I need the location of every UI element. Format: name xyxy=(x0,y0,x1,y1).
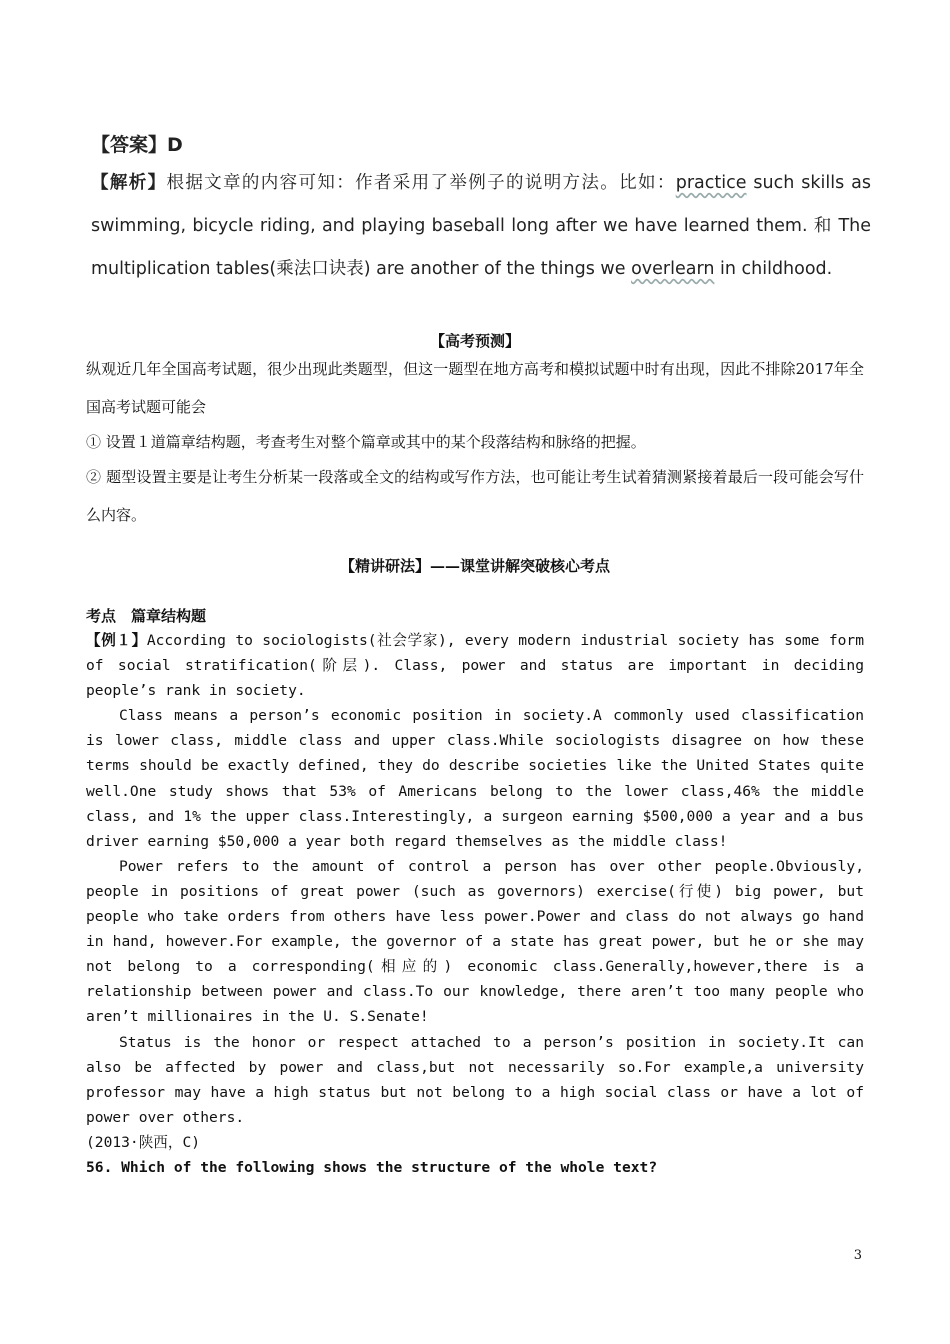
example-passage xyxy=(86,628,864,1180)
analysis-squiggle-word-2: overlearn xyxy=(631,259,715,279)
forecast-point-1: ① 设置１道篇章结构题，考查考生对整个篇章或其中的某个段落结构和脉络的把握。 xyxy=(86,433,646,451)
example-question: 56. Which of the following shows the structure of the whole text? xyxy=(86,1158,658,1176)
forecast-point-2: ② 题型设置主要是让考生分析某一段落或全文的结构或写作方法，也可能让考生试着猜测紧接着最后一段可能会写什么内容。 xyxy=(86,468,864,524)
example-paragraph-4: Status is the honor or respect attached to a person’s position in society.It can also be affected by power and class,but not necessarily so.For example,a university professor may have a high status but not belong to a high social class or have a lot of power over others. xyxy=(86,1033,864,1126)
analysis-text-after: in childhood. xyxy=(714,259,833,279)
analysis-text-before: 根据文章的内容可知：作者采用了举例子的说明方法。比如： xyxy=(166,173,676,193)
example-label: 【例１】 xyxy=(86,632,147,649)
example-source: (2013·陕西，C) xyxy=(86,1133,201,1151)
analysis-label: 【解析】 xyxy=(91,173,167,193)
example-p1-text: According to sociologists(社会学家), every modern industrial society has some form of social stratification(阶层). Class, power and status are important in deciding people’s rank in society. xyxy=(86,632,864,700)
forecast-heading: 【高考预测】 xyxy=(429,332,520,350)
page-number: 3 xyxy=(853,1248,862,1263)
example-paragraph-2: Class means a person’s economic position in society.A commonly used classification is lower class, middle class and upper class.While sociologists disagree on how these terms should be exactly defined, they do describe societies like the United States quite well.One study shows that 53% of Americans belong to the lower class,46% the middle class, and 1% the upper class.Interestingly, a surgeon earning $500,000 a year and a bus driver earning $50,000 a year both regard themselves as the middle class! xyxy=(86,707,864,850)
analysis-squiggle-word: practice xyxy=(675,173,747,193)
forecast-intro: 纵观近几年全国高考试题，很少出现此类题型，但这一题型在地方高考和模拟试题中时有出现，因此不排除2017年全国高考试题可能会 xyxy=(86,360,864,416)
answer-value: D xyxy=(167,134,183,156)
kaodian-heading: 考点 篇章结构题 xyxy=(86,607,207,625)
answer-label: 【答案】 xyxy=(91,134,168,156)
analysis-paragraph xyxy=(91,162,871,291)
forecast-section xyxy=(86,350,864,534)
answer-line xyxy=(91,130,871,160)
example-paragraph-3: Power refers to the amount of control a person has over other people.Obviously, people in positions of great power (such as governors) exercise(行使) big power, but people who take orders from others have less power.Power and class do not always go hand in hand, however.For example, the governor of a state has great power, but he or she may not belong to a corresponding(相应的) economic class.Generally,however,there is a relationship between power and class.To our knowledge, there aren’t too many people who aren’t millionaires in the U. S.Senate! xyxy=(86,857,864,1026)
analysis-text-middle: such skills as swimming, bicycle riding, and playing baseball long after we have learned them. 和 The multiplication tables(乘法口诀表) are another of the things we xyxy=(91,173,871,279)
answer-section xyxy=(91,130,871,291)
method-heading: 【精讲研法】——课堂讲解突破核心考点 xyxy=(339,557,610,575)
example-paragraph-1 xyxy=(86,628,864,703)
